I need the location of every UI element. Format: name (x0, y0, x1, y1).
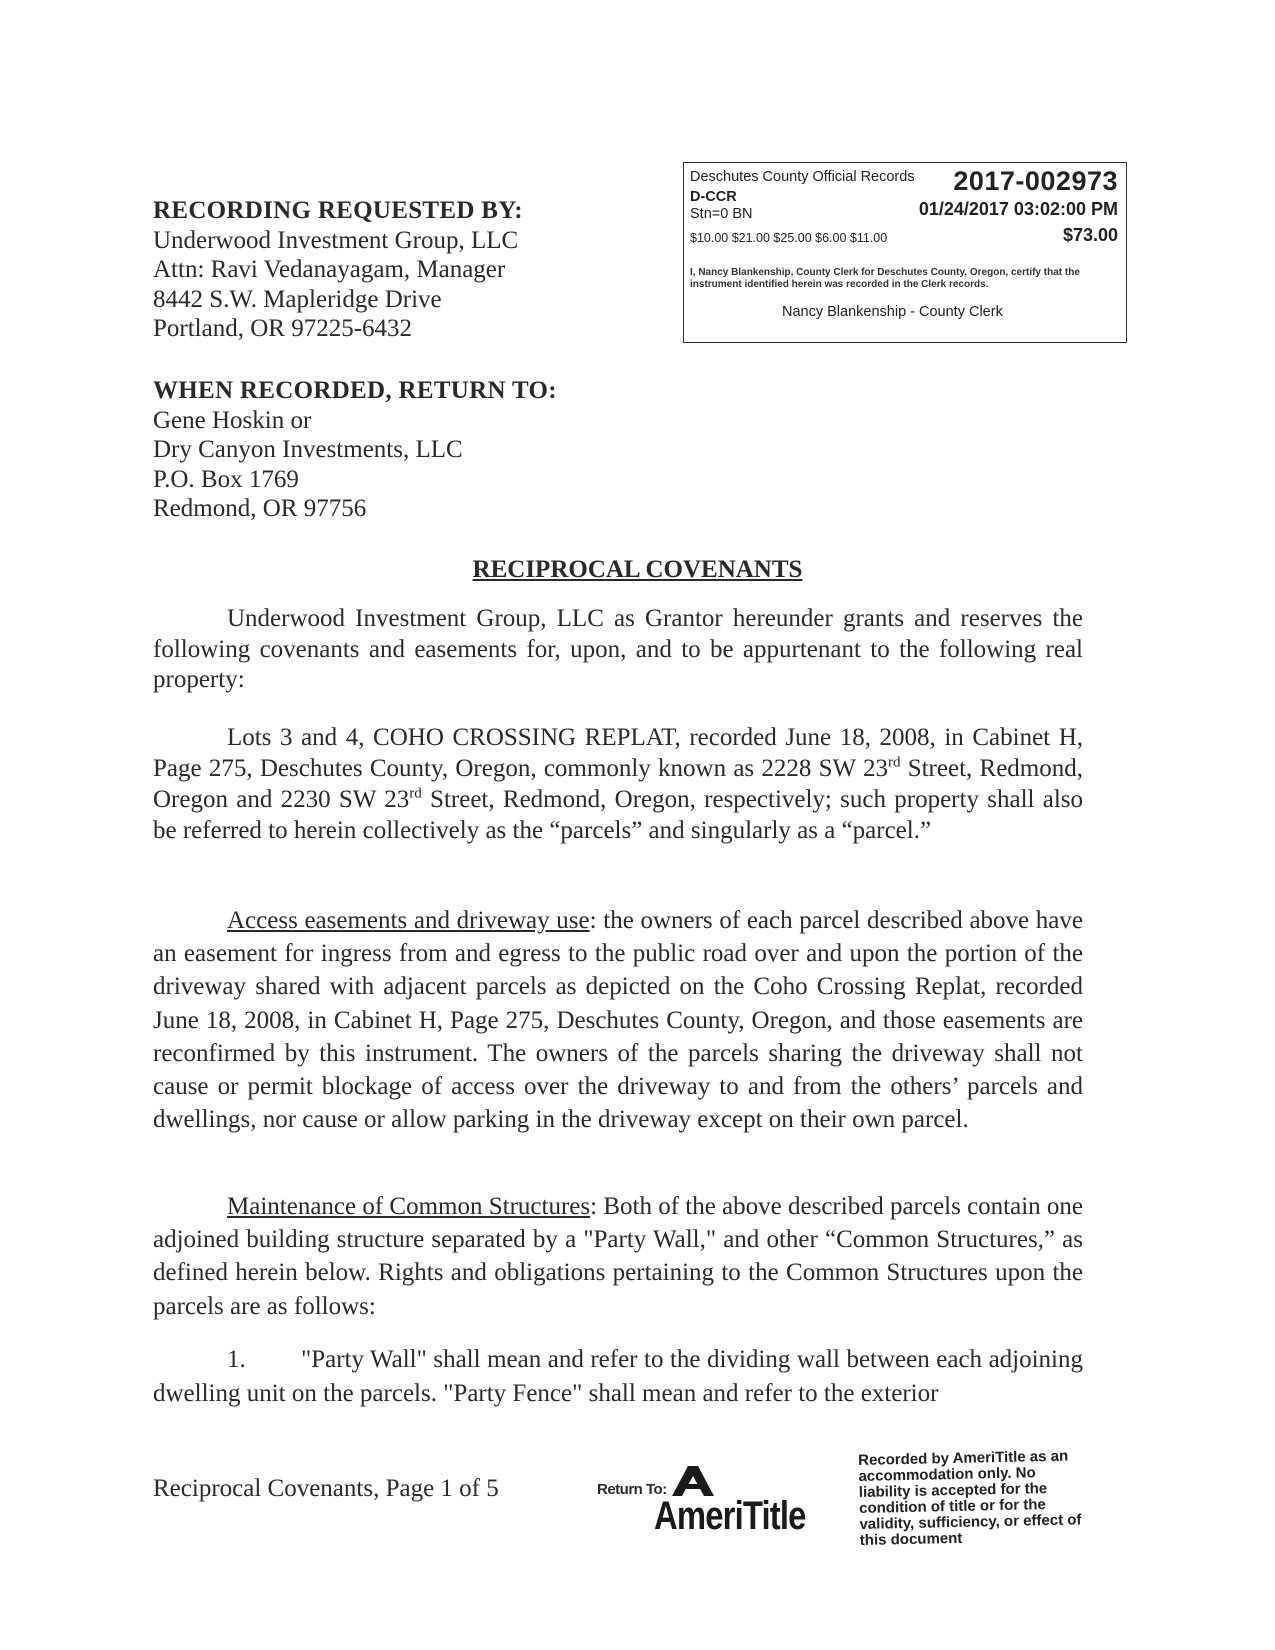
grant-text: Underwood Investment Group, LLC as Grantor hereunder grants and reserves the following covenants and easements for, upon, and to be appurtenant to the following real property: (153, 605, 1083, 693)
ameritile-disclaimer: Recorded by AmeriTitle as an accommodation only. No liability is accepted for the condition of title or for the validity, sufficiency, or effect of this document (857, 1447, 1082, 1549)
requester-attn: Attn: Ravi Vedanayagam, Manager (153, 256, 506, 284)
property-description-paragraph (153, 722, 1083, 846)
numbered-item-1 (153, 1343, 1083, 1411)
ordinal-suffix-1: rd (887, 754, 901, 771)
ameritile-wordmark: AmeriTitle (654, 1494, 806, 1538)
return-to-line-3: P.O. Box 1769 (153, 465, 299, 493)
requester-city: Portland, OR 97225-6432 (153, 315, 413, 343)
access-easements-heading: Access easements and driveway use (227, 907, 590, 934)
common-structures-paragraph (153, 1190, 1083, 1323)
property-text-b: Street, Redmond, Oregon and 2230 SW 23 (153, 755, 1083, 813)
property-text-a: Lots 3 and 4, COHO CROSSING REPLAT, recorded June 18, 2008, in Cabinet H, Page 275, Deschutes County, Oregon, commonly known as 2228 SW 23 (153, 724, 1083, 782)
stamp-doc-number: 2017-002973 (953, 166, 1118, 196)
access-easements-paragraph (153, 904, 1083, 1136)
stamp-certification: I, Nancy Blankenship, County Clerk for Deschutes County, Oregon, certify that the instrument identified herein was recorded in the Clerk records. (690, 267, 1080, 290)
item-1-text: "Party Wall" shall mean and refer to the dividing wall between each adjoining dwelling unit on the parcels. "Party Fence" shall mean and refer to the exterior (153, 1346, 1083, 1407)
page-footer-label: Reciprocal Covenants, Page 1 of 5 (153, 1475, 499, 1502)
stamp-recorded-at: 01/24/2017 03:02:00 PM (918, 199, 1118, 219)
stamp-office: Deschutes County Official Records (690, 169, 915, 185)
requester-name: Underwood Investment Group, LLC (153, 226, 519, 254)
item-number: 1. (227, 1346, 246, 1373)
requester-street: 8442 S.W. Mapleridge Drive (153, 285, 442, 313)
stamp-fees: $10.00 $21.00 $25.00 $6.00 $11.00 (690, 231, 888, 245)
property-text-c: Street, Redmond, Oregon, respectively; such property shall also be referred to herein collectively as the “parcels” and singularly as a “parcel.” (153, 786, 1084, 844)
return-to-block (153, 376, 557, 524)
footer-return-to: Return To: (597, 1481, 667, 1498)
return-to-line-1: Gene Hoskin or (153, 406, 312, 434)
stamp-type-code: D-CCR (690, 189, 737, 205)
grant-paragraph (153, 604, 1083, 696)
stamp-station: Stn=0 BN (690, 206, 753, 222)
stamp-total: $73.00 (1062, 225, 1118, 245)
ordinal-suffix-2: rd (409, 785, 422, 802)
stamp-signature: Nancy Blankenship - County Clerk (782, 304, 1003, 320)
county-recording-stamp (683, 162, 1127, 343)
return-to-line-4: Redmond, OR 97756 (153, 495, 367, 523)
return-to-heading: WHEN RECORDED, RETURN TO: (153, 377, 557, 404)
common-structures-text: : Both of the above described parcels contain one adjoined building structure separated by a "Party Wall," and other “Common Structures,” as defined herein below. Rights and obligations pertaining to the Common Structures upon the parcels are as follows: (153, 1193, 1084, 1320)
common-structures-heading: Maintenance of Common Structures (227, 1193, 591, 1220)
return-to-line-2: Dry Canyon Investments, LLC (153, 436, 463, 464)
recording-requested-by-heading: RECORDING REQUESTED BY: (153, 197, 523, 224)
access-easements-text: : the owners of each parcel described above have an easement for ingress from and egress to the public road over and upon the portion of the driveway shared with adjacent parcels as depicted on the Coho Crossing Replat, recorded June 18, 2008, in Cabinet H, Page 275, Deschutes County, Oregon, and those easements are reconfirmed by this instrument. The owners of the parcels sharing the driveway shall not cause or permit blockage of access over the driveway to and from the others’ parcels and dwellings, nor cause or allow parking in the driveway except on their own parcel. (153, 907, 1083, 1134)
document-title: RECIPROCAL COVENANTS (472, 556, 803, 583)
recording-requested-by-block (153, 196, 523, 344)
